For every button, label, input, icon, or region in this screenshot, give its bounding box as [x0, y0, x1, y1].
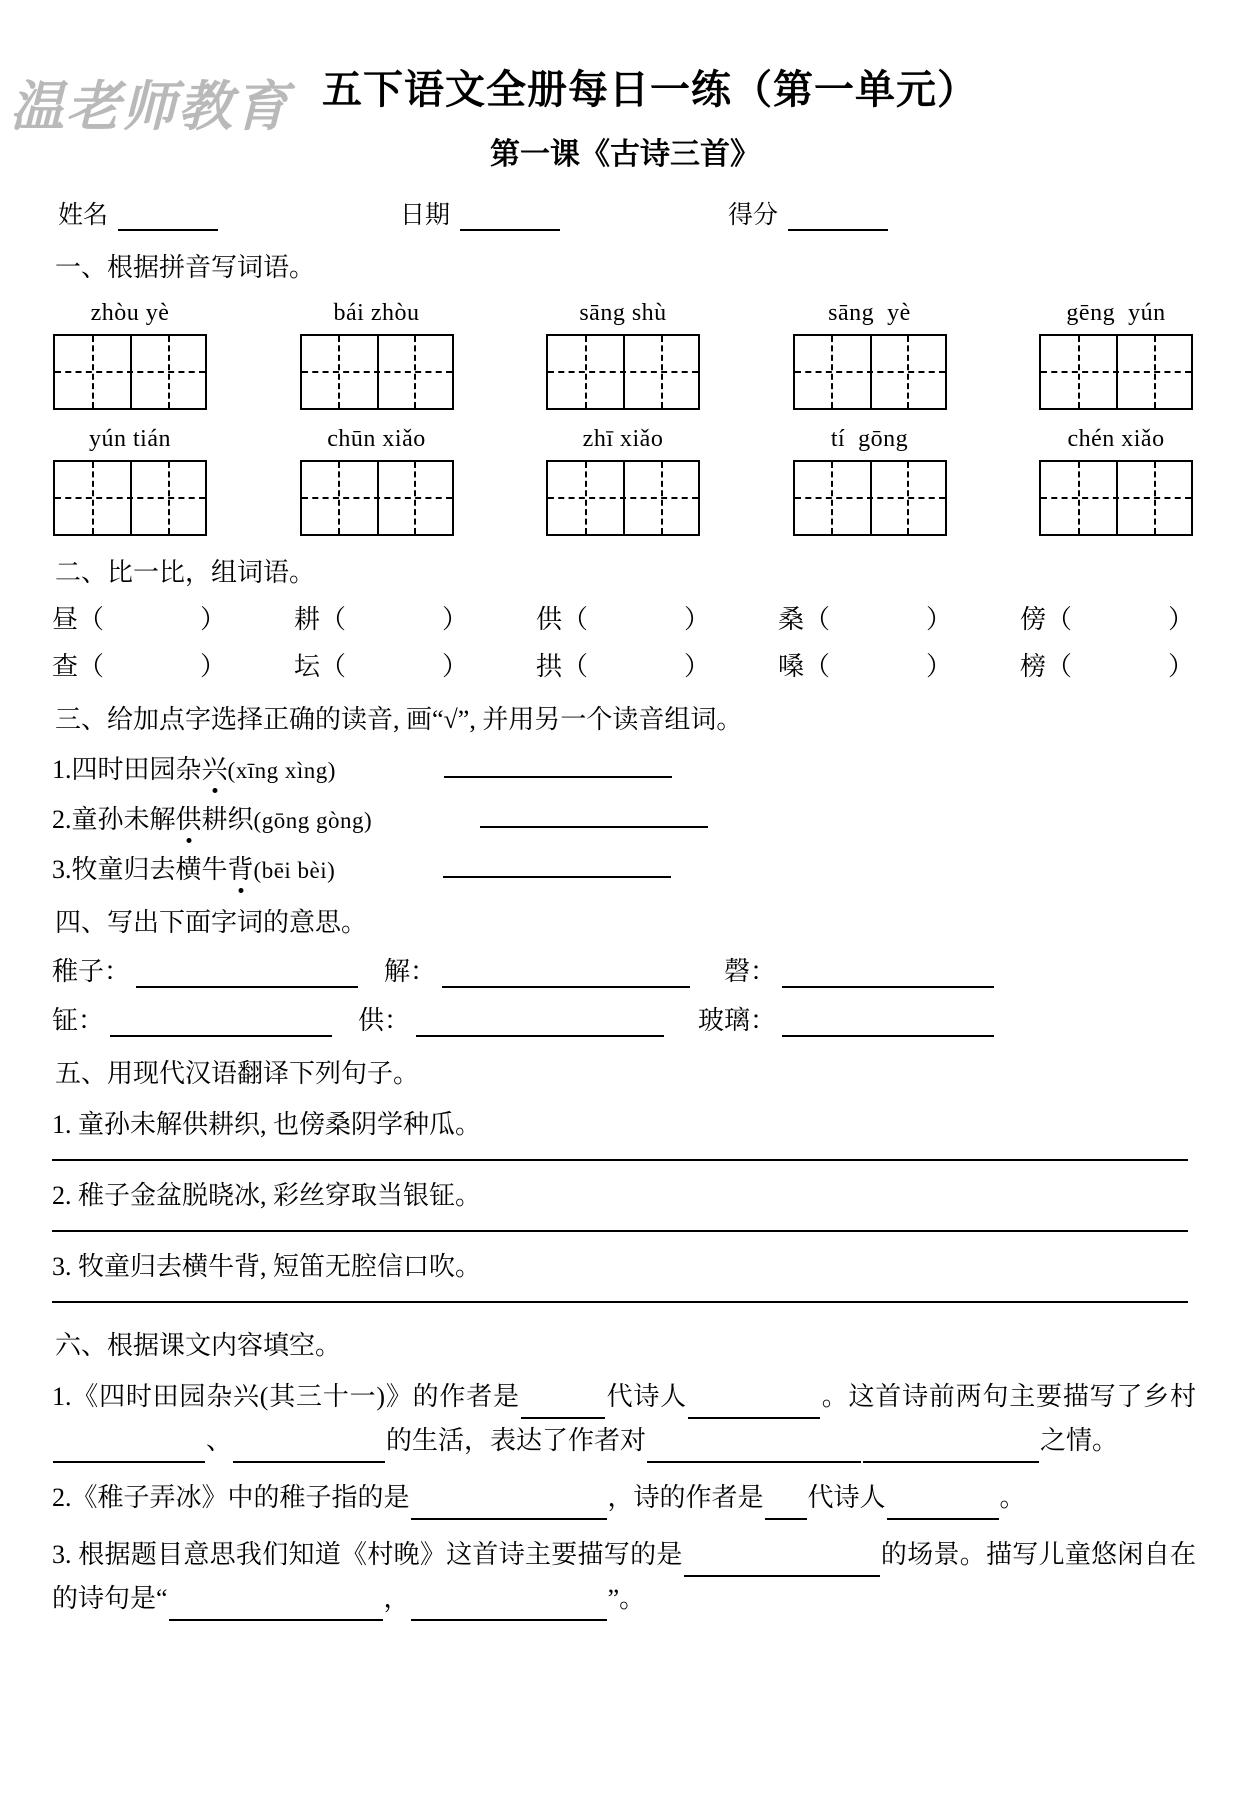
tianzige-cell[interactable]	[1116, 336, 1191, 408]
paren-open: （	[803, 652, 830, 681]
fill-blank[interactable]	[887, 1500, 999, 1520]
fill-question-1	[0, 1375, 1240, 1463]
meaning-blank[interactable]	[442, 966, 690, 988]
tianzige-cell[interactable]	[302, 336, 377, 408]
pinyin-row	[44, 424, 1202, 536]
pinyin-label: sāng yè	[828, 300, 911, 326]
compare-char: 桑	[777, 605, 804, 634]
pinyin-item	[1030, 424, 1202, 536]
pinyin-row	[44, 298, 1202, 410]
fill-question-2	[0, 1476, 1240, 1520]
pinyin-label: yún tián	[89, 426, 171, 452]
pronunciation-options[interactable]: (xīng xìng)	[227, 758, 336, 783]
pinyin-item	[1030, 298, 1202, 410]
fill-blank[interactable]	[411, 1500, 607, 1520]
paren-close: ）	[684, 652, 711, 681]
tianzige-box[interactable]	[53, 334, 207, 410]
meaning-item[interactable]	[384, 951, 690, 988]
compare-char: 供	[535, 605, 562, 634]
translate-item: 3. 牧童归去横牛背, 短笛无腔信口吹。	[52, 1252, 482, 1281]
fill-text: 代诗人	[807, 1483, 886, 1512]
section-2-heading: 二、比一比，组词语。	[55, 558, 316, 587]
section-4-heading: 四、写出下面字词的意思。	[55, 908, 368, 937]
meaning-row	[52, 1000, 1188, 1037]
tianzige-box[interactable]	[300, 460, 454, 536]
compare-item[interactable]	[1020, 646, 1194, 683]
name-field[interactable]	[58, 195, 218, 231]
meaning-item[interactable]	[358, 1000, 664, 1037]
pinyin-item	[784, 424, 956, 536]
compare-item[interactable]	[778, 646, 952, 683]
fill-blank[interactable]	[411, 1601, 607, 1621]
tianzige-box[interactable]	[1039, 460, 1193, 536]
pinyin-label: zhī xiǎo	[582, 426, 664, 452]
pinyin-item	[537, 298, 709, 410]
item-text-before: 四时田园杂	[71, 755, 202, 784]
tianzige-cell[interactable]	[1041, 336, 1116, 408]
tianzige-box[interactable]	[793, 334, 947, 410]
paren-open: （	[1045, 652, 1072, 681]
fill-blank[interactable]	[765, 1500, 807, 1520]
meaning-item[interactable]	[52, 951, 358, 988]
pinyin-exercise	[0, 298, 1240, 536]
fill-text: 3. 根据题目意思我们知道《村晚》这首诗主要描写的是	[52, 1540, 683, 1569]
meaning-label: 稚子：	[52, 957, 131, 986]
name-blank[interactable]	[118, 207, 218, 231]
score-label: 得分	[728, 202, 779, 229]
pinyin-item	[784, 298, 956, 410]
compare-char: 榜	[1019, 652, 1046, 681]
tianzige-cell[interactable]	[55, 336, 130, 408]
compare-item[interactable]	[294, 646, 468, 683]
meaning-row	[52, 951, 1188, 988]
tianzige-box[interactable]	[546, 334, 700, 410]
paren-open: （	[561, 605, 588, 634]
pinyin-label: chūn xiǎo	[327, 426, 426, 452]
tianzige-cell[interactable]	[377, 336, 452, 408]
paren-close: ）	[200, 605, 227, 634]
fill-text: 1.《四时田园杂兴(其三十一)》的作者是	[52, 1382, 520, 1411]
score-blank[interactable]	[788, 207, 888, 231]
paren-close: ）	[200, 652, 227, 681]
translate-answer-line[interactable]	[52, 1230, 1188, 1232]
tianzige-cell[interactable]	[623, 336, 698, 408]
pronunciation-item	[0, 749, 1240, 786]
paren-close: ）	[442, 652, 469, 681]
fill-blank[interactable]	[169, 1601, 383, 1621]
meaning-blank[interactable]	[110, 1015, 332, 1037]
pronunciation-item	[0, 799, 1240, 836]
section-5-heading: 五、用现代汉语翻译下列句子。	[55, 1059, 420, 1088]
fill-text: 、	[206, 1426, 233, 1455]
date-label: 日期	[400, 202, 451, 229]
translate-item: 2. 稚子金盆脱晓冰, 彩丝穿取当银钲。	[52, 1181, 482, 1210]
tianzige-cell[interactable]	[377, 462, 452, 534]
meaning-label: 磬：	[724, 957, 777, 986]
translate-answer-line[interactable]	[52, 1301, 1188, 1303]
pronunciation-options[interactable]: (bēi bèi)	[253, 858, 336, 883]
translate-item: 1. 童孙未解供耕织, 也傍桑阴学种瓜。	[52, 1110, 482, 1139]
meaning-item[interactable]	[698, 1000, 994, 1037]
pinyin-label: zhòu yè	[90, 300, 170, 326]
fill-text: 。	[999, 1483, 1026, 1512]
section-3-heading: 三、给加点字选择正确的读音, 画“√”, 并用另一个读音组词。	[55, 705, 743, 734]
meaning-label: 解：	[384, 957, 437, 986]
pinyin-label: tí gōng	[830, 426, 909, 452]
tianzige-box[interactable]	[546, 460, 700, 536]
pinyin-item	[44, 298, 216, 410]
answer-line[interactable]	[443, 856, 671, 878]
fill-question-3	[0, 1533, 1240, 1621]
pinyin-item	[44, 424, 216, 536]
tianzige-cell[interactable]	[548, 462, 623, 534]
paren-open: （	[320, 652, 347, 681]
fill-text: 代诗人	[605, 1382, 687, 1411]
dotted-char: 背	[228, 849, 254, 886]
pinyin-label: chén xiǎo	[1067, 426, 1165, 452]
tianzige-box[interactable]	[300, 334, 454, 410]
dotted-char: 兴	[202, 749, 228, 786]
tianzige-box[interactable]	[1039, 334, 1193, 410]
meaning-exercise	[0, 951, 1240, 1037]
meaning-blank[interactable]	[416, 1015, 664, 1037]
score-field[interactable]	[728, 195, 888, 231]
meaning-item[interactable]	[724, 951, 994, 988]
compare-item[interactable]	[536, 599, 710, 636]
compare-char: 嗓	[777, 652, 804, 681]
tianzige-cell[interactable]	[130, 336, 205, 408]
section-1-heading: 一、根据拼音写词语。	[55, 253, 316, 282]
fill-text: ”。	[607, 1584, 646, 1613]
meaning-blank[interactable]	[136, 966, 358, 988]
meaning-label: 钲：	[52, 1006, 105, 1035]
fill-text: ，诗的作者是	[607, 1483, 764, 1512]
pinyin-item	[537, 424, 709, 536]
paren-open: （	[78, 605, 105, 634]
fill-blank[interactable]	[688, 1399, 820, 1419]
pinyin-item	[291, 298, 463, 410]
tianzige-cell[interactable]	[795, 336, 870, 408]
compare-item[interactable]	[536, 646, 710, 683]
compare-item[interactable]	[1020, 599, 1194, 636]
fill-text: ，	[383, 1584, 410, 1613]
tianzige-cell[interactable]	[870, 462, 945, 534]
paren-close: ）	[442, 605, 469, 634]
fill-blank[interactable]	[863, 1443, 1039, 1463]
item-text-before: 牧童归去横牛	[71, 855, 228, 884]
section-6-heading: 六、根据课文内容填空。	[55, 1331, 342, 1360]
paren-open: （	[78, 652, 105, 681]
student-meta-row	[0, 195, 1240, 231]
tianzige-box[interactable]	[793, 460, 947, 536]
compare-char: 耕	[293, 605, 320, 634]
fill-text: 的生活，表达了作者对	[386, 1426, 647, 1455]
tianzige-cell[interactable]	[623, 462, 698, 534]
paren-close: ）	[1167, 652, 1194, 681]
fill-text: 2.《稚子弄冰》中的稚子指的是	[52, 1483, 410, 1512]
tianzige-cell[interactable]	[1041, 462, 1116, 534]
tianzige-box[interactable]	[53, 460, 207, 536]
pinyin-item	[291, 424, 463, 536]
tianzige-cell[interactable]	[1116, 462, 1191, 534]
item-number: 2.	[52, 805, 72, 834]
tianzige-cell[interactable]	[302, 462, 377, 534]
fill-text: 的场景。	[880, 1540, 987, 1569]
tianzige-cell[interactable]	[870, 336, 945, 408]
worksheet-page	[0, 58, 1240, 1812]
fill-blank[interactable]	[521, 1399, 605, 1419]
compare-char: 坛	[293, 652, 320, 681]
paren-close: ）	[684, 605, 711, 634]
page-subtitle: 第一课《古诗三首》	[490, 138, 760, 171]
meaning-blank[interactable]	[782, 1015, 994, 1037]
meaning-label: 玻璃：	[698, 1006, 777, 1035]
compare-item[interactable]	[52, 599, 226, 636]
fill-blank[interactable]	[647, 1443, 861, 1463]
compare-row	[52, 646, 1194, 683]
fill-text: 描写儿童悠闲自在的诗句是“	[52, 1540, 1196, 1613]
fill-text: 要描写了乡村	[1036, 1382, 1196, 1411]
pronunciation-options[interactable]: (gōng gòng)	[253, 808, 373, 833]
tianzige-cell[interactable]	[55, 462, 130, 534]
date-blank[interactable]	[460, 207, 560, 231]
fill-blank[interactable]	[233, 1443, 385, 1463]
watermark-text: 温老师教育	[10, 77, 290, 137]
paren-close: ）	[925, 605, 952, 634]
compare-char: 查	[52, 652, 79, 681]
tianzige-cell[interactable]	[548, 336, 623, 408]
tianzige-cell[interactable]	[130, 462, 205, 534]
compare-item[interactable]	[294, 599, 468, 636]
paren-close: ）	[925, 652, 952, 681]
page-title: 五下语文全册每日一练（第一单元）	[322, 67, 978, 112]
translate-answer-line[interactable]	[52, 1159, 1188, 1161]
fill-text: 之情。	[1040, 1426, 1119, 1455]
pinyin-label: gēng yún	[1066, 300, 1166, 326]
compare-char: 昼	[52, 605, 79, 634]
pinyin-label: bái zhòu	[333, 300, 420, 326]
compare-char: 拱	[535, 652, 562, 681]
compare-item[interactable]	[778, 599, 952, 636]
date-field[interactable]	[400, 195, 560, 231]
name-label: 姓名	[58, 202, 109, 229]
paren-open: （	[1045, 605, 1072, 634]
tianzige-cell[interactable]	[795, 462, 870, 534]
item-text-before: 童孙未解	[71, 805, 176, 834]
paren-open: （	[561, 652, 588, 681]
dotted-char: 供	[176, 799, 202, 836]
paren-open: （	[803, 605, 830, 634]
item-text-after: 耕织	[201, 805, 254, 834]
compare-row	[52, 599, 1194, 636]
answer-line[interactable]	[444, 756, 672, 778]
paren-close: ）	[1167, 605, 1194, 634]
item-number: 1.	[52, 755, 72, 784]
answer-line[interactable]	[480, 806, 708, 828]
fill-blank[interactable]	[53, 1443, 205, 1463]
compare-exercise	[0, 599, 1240, 683]
meaning-blank[interactable]	[782, 966, 994, 988]
fill-blank[interactable]	[684, 1557, 880, 1577]
fill-text: 。这首诗前两句主	[820, 1382, 1037, 1411]
compare-item[interactable]	[52, 646, 226, 683]
meaning-item[interactable]	[52, 1000, 332, 1037]
meaning-label: 供：	[358, 1006, 411, 1035]
compare-char: 傍	[1019, 605, 1046, 634]
paren-open: （	[320, 605, 347, 634]
pronunciation-item	[0, 849, 1240, 886]
pinyin-label: sāng shù	[579, 300, 667, 326]
item-number: 3.	[52, 855, 72, 884]
